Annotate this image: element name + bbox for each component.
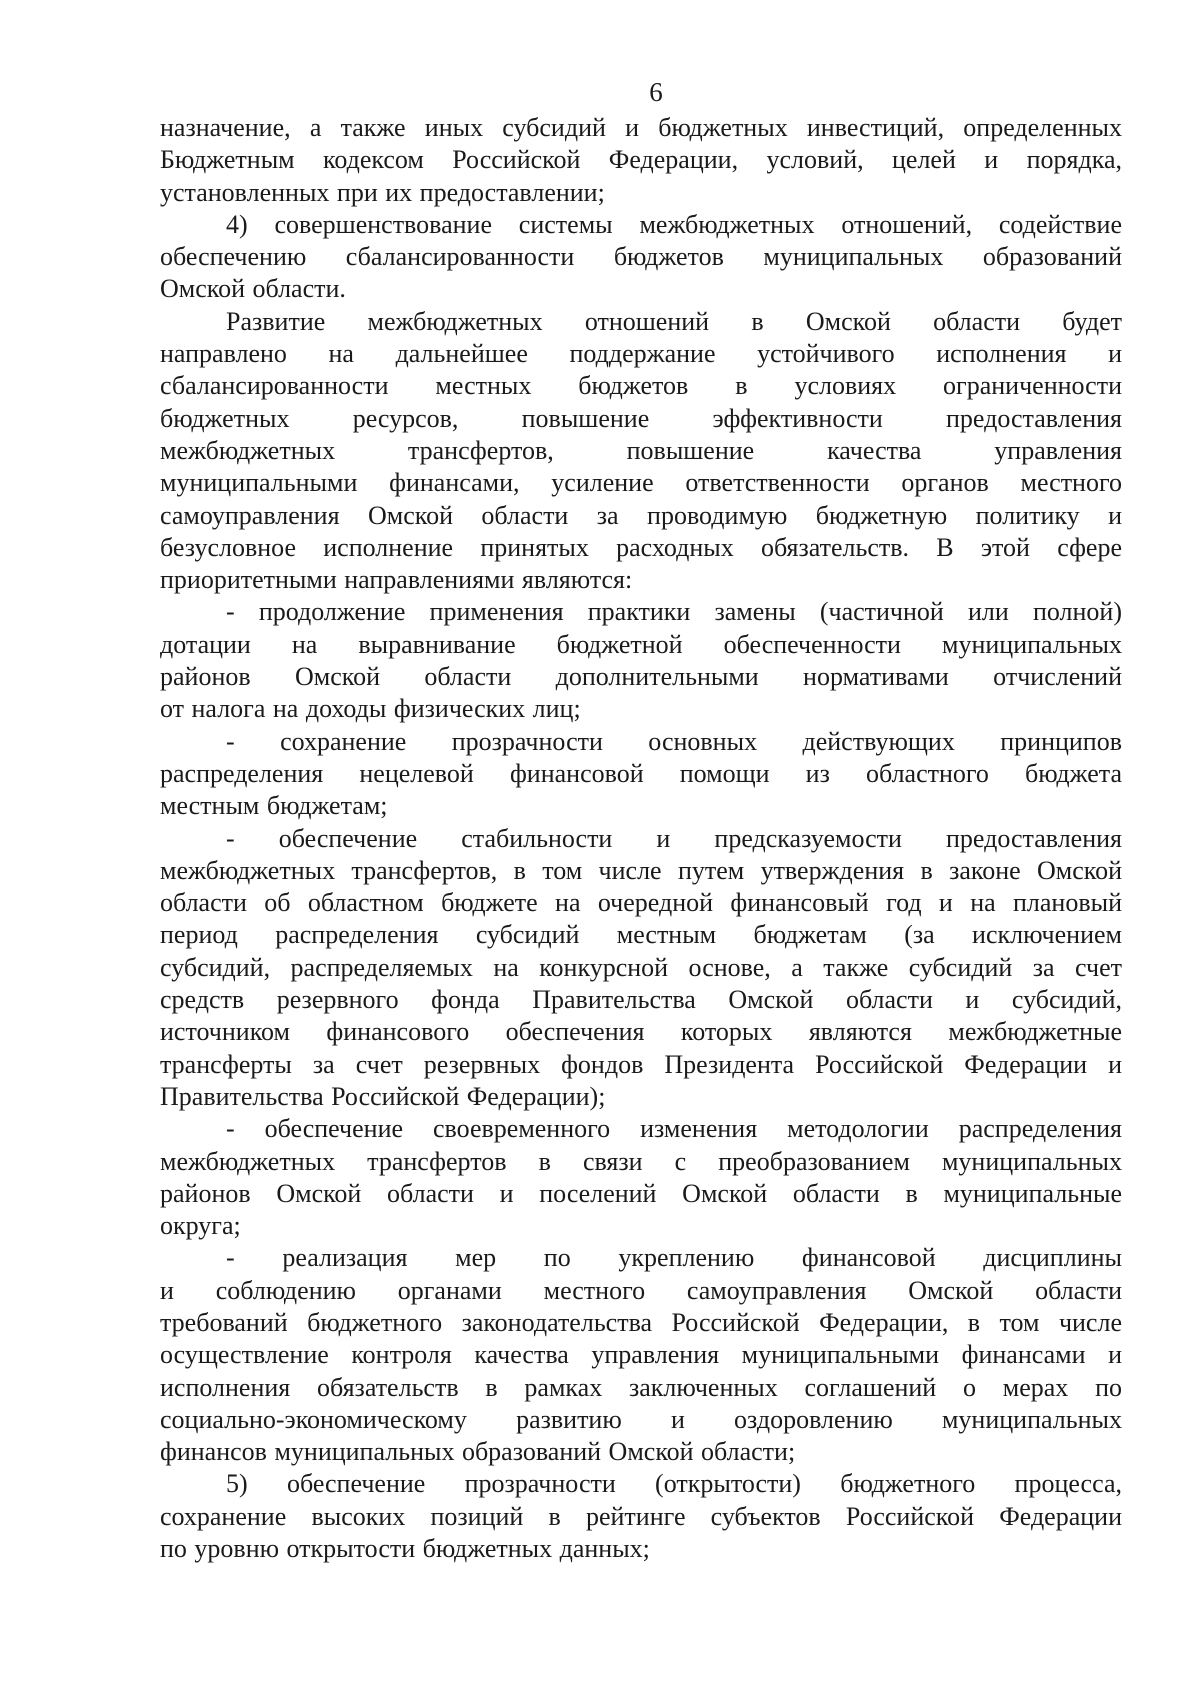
text-line: социально-экономическому развитию и оздоровлению муниципальных <box>160 1404 1122 1434</box>
text-line: - продолжение применения практики замены (частичной или полной) <box>226 597 1122 627</box>
text-line: субсидий, распределяемых на конкурсной основе, а также субсидий за счет <box>160 952 1122 982</box>
text-line: финансов муниципальных образований Омской области; <box>160 1437 796 1467</box>
text-line: районов Омской области и поселений Омской области в муниципальные <box>160 1178 1122 1208</box>
paragraph <box>160 306 1122 597</box>
document-body <box>160 112 1122 1565</box>
text-line: требований бюджетного законодательства Российской Федерации, в том числе <box>160 1307 1122 1337</box>
text-line: обеспечению сбалансированности бюджетов муниципальных образований <box>160 242 1122 272</box>
text-line: назначение, а также иных субсидий и бюджетных инвестиций, определенных <box>160 113 1122 142</box>
text-line: округа; <box>160 1211 241 1241</box>
text-line: области об областном бюджете на очередной финансовый год и на плановый <box>160 888 1122 918</box>
text-line: средств резервного фонда Правительства Омской области и субсидий, <box>160 985 1122 1015</box>
text-line: Правительства Российской Федерации); <box>160 1081 606 1111</box>
document-page <box>160 76 1122 1676</box>
text-line: трансферты за счет резервных фондов Президента Российской Федерации и <box>160 1049 1122 1079</box>
text-line: Омской области. <box>160 274 346 304</box>
text-line: межбюджетных трансфертов в связи с преобразованием муниципальных <box>160 1146 1122 1176</box>
paragraph <box>160 823 1122 1114</box>
text-line: период распределения субсидий местным бюджетам (за исключением <box>160 920 1122 950</box>
text-line: по уровню открытости бюджетных данных; <box>160 1534 650 1564</box>
text-line: сохранение высоких позиций в рейтинге субъектов Российской Федерации <box>160 1501 1122 1531</box>
text-line: приоритетными направлениями являются: <box>160 565 633 595</box>
paragraph <box>160 1468 1122 1565</box>
text-line: межбюджетных трансфертов, повышение качества управления <box>160 435 1122 465</box>
text-line: - обеспечение своевременного изменения методологии распределения <box>226 1114 1122 1144</box>
text-line: установленных при их предоставлении; <box>160 177 605 207</box>
text-line: дотации на выравнивание бюджетной обеспеченности муниципальных <box>160 629 1122 659</box>
text-line: распределения нецелевой финансовой помощи из областного бюджета <box>160 758 1122 788</box>
paragraph <box>160 1113 1122 1242</box>
text-line: местным бюджетам; <box>160 791 388 821</box>
text-line: - сохранение прозрачности основных действующих принципов <box>226 726 1122 756</box>
text-line: источником финансового обеспечения которых являются межбюджетные <box>160 1017 1122 1047</box>
text-line: Развитие межбюджетных отношений в Омской области будет <box>226 306 1122 336</box>
text-line: - обеспечение стабильности и предсказуемости предоставления <box>226 823 1122 853</box>
text-line: межбюджетных трансфертов, в том числе путем утверждения в законе Омской <box>160 855 1122 885</box>
text-line: безусловное исполнение принятых расходных обязательств. В этой сфере <box>160 532 1122 562</box>
text-line: самоуправления Омской области за проводимую бюджетную политику и <box>160 500 1122 530</box>
text-line: направлено на дальнейшее поддержание устойчивого исполнения и <box>160 339 1122 369</box>
paragraph <box>160 1242 1122 1468</box>
paragraph <box>160 209 1122 306</box>
paragraph <box>160 112 1122 209</box>
text-line: 4) совершенствование системы межбюджетных отношений, содействие <box>226 209 1122 239</box>
text-line: бюджетных ресурсов, повышение эффективности предоставления <box>160 403 1122 433</box>
text-line: исполнения обязательств в рамках заключенных соглашений о мерах по <box>160 1372 1122 1402</box>
text-line: Бюджетным кодексом Российской Федерации, условий, целей и порядка, <box>160 145 1122 175</box>
text-line: - реализация мер по укреплению финансовой дисциплины <box>226 1243 1122 1273</box>
paragraph <box>160 596 1122 725</box>
text-line: сбалансированности местных бюджетов в условиях ограниченности <box>160 371 1122 401</box>
text-line: и соблюдению органами местного самоуправления Омской области <box>160 1275 1122 1305</box>
text-line: районов Омской области дополнительными нормативами отчислений <box>160 662 1122 692</box>
text-line: 5) обеспечение прозрачности (открытости) бюджетного процесса, <box>226 1469 1122 1499</box>
page-number: 6 <box>649 77 663 107</box>
text-line: от налога на доходы физических лиц; <box>160 694 581 724</box>
text-line: муниципальными финансами, усиление ответственности органов местного <box>160 468 1122 498</box>
text-line: осуществление контроля качества управления муниципальными финансами и <box>160 1340 1122 1370</box>
paragraph <box>160 726 1122 823</box>
